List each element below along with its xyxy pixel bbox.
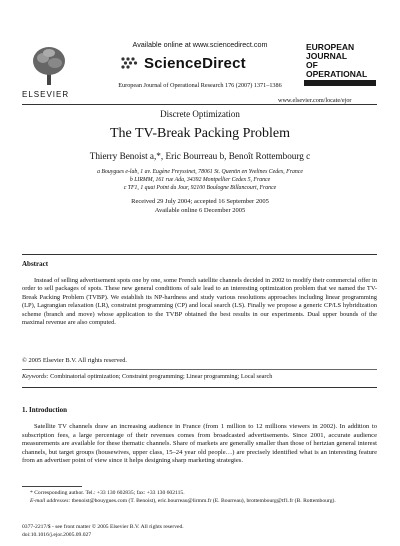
elsevier-tree-logo xyxy=(30,45,68,87)
publisher-name: ELSEVIER xyxy=(22,90,70,99)
abstract-heading: Abstract xyxy=(22,260,49,268)
footnote-corresponding: * Corresponding author. Tel.: +33 130 602835; fax: +33 130 602115. xyxy=(30,490,185,496)
email-label: E-mail addresses: xyxy=(30,498,71,504)
section-heading: 1. Introduction xyxy=(22,406,67,414)
journal-url[interactable]: www.elsevier.com/locate/ejor xyxy=(278,97,352,104)
email-list[interactable]: tbenoist@bouygues.com (T. Benoist), eric.bourreau@lirmm.fr (E. Bourreau), brottembourg@tf1.fr (B. Rottembourg). xyxy=(71,498,336,504)
sciencedirect-logo xyxy=(120,55,246,71)
journal-citation: European Journal of Operational Research 176 (2007) 1371–1386 xyxy=(118,82,282,89)
article-topic: Discrete Optimization xyxy=(160,109,240,119)
article-title: The TV-Break Packing Problem xyxy=(109,126,291,141)
keywords-label: Keywords: xyxy=(22,373,49,380)
intro-paragraph: Satellite TV channels draw an increasing audience in France (from 1 million to 12 millions viewers in 2002). In addition to subscription fees, a large percentage of their revenues comes from broadcasted advertisements. Since 2001, accurate audience measurements are available for these thematic channels. Share of markets are generally smaller than those of hertzian general interest channels, but target groups (housewives, upper class, 15–24 year old people…) are precisely identified what is an interesting feature from an advertiser point of view since it helps designing sharp marketing strategies. xyxy=(22,423,377,465)
footnote-rule xyxy=(22,486,82,487)
affiliation-b: b LIRMM, 161 rue Ada, 34392 Montpellier Cedex 5, France xyxy=(129,177,271,183)
issn-line: 0377-2217/$ - see front matter © 2005 Elsevier B.V. All rights reserved. xyxy=(22,524,184,530)
journal-logo-line: OF OPERATIONAL xyxy=(306,60,368,79)
keywords xyxy=(22,373,272,380)
journal-logo-line: JOURNAL xyxy=(306,51,348,61)
received-date: Received 29 July 2004; accepted 16 September 2005 xyxy=(131,198,269,205)
abstract-copyright: © 2005 Elsevier B.V. All rights reserved. xyxy=(22,357,128,364)
available-date: Available online 6 December 2005 xyxy=(154,207,246,214)
sciencedirect-brand: ScienceDirect xyxy=(144,54,246,72)
journal-logo-line: EUROPEAN xyxy=(306,42,355,52)
affiliation-c: c TF1, 1 quai Point du Jour, 92100 Boulogne Billancourt, France xyxy=(123,185,277,191)
abstract-top-rule xyxy=(22,254,377,255)
keywords-rule xyxy=(22,369,377,370)
doi-line[interactable]: doi:10.1016/j.ejor.2005.09.027 xyxy=(22,532,92,538)
journal-logo-bar xyxy=(304,80,376,86)
keywords-text: Combinatorial optimization; Constraint programming; Linear programming; Local search xyxy=(50,373,273,380)
header-rule xyxy=(22,104,377,105)
article-authors: Thierry Benoist a,*, Eric Bourreau b, Benoît Rottembourg c xyxy=(89,151,311,161)
affiliation-a: a Bouygues e-lab, 1 av. Eugène Freyssinet, 78061 St. Quentin en Yvelines Cedex, France xyxy=(97,169,303,175)
abstract-text: Instead of selling advertisement spots one by one, some French satellite channels decided in 2002 to modify their commercial offer in order to sell packages of spots. These new general conditions of sale lead to an interesting optimization problem that we named the TV-Break Packing Problem (TVBP). We establish its NP-hardness and study various resolutions approaches including linear programming (LP), Lagrangian relaxation (LR), constraint programming (CP) and local search (LS). Finally we propose a generic CP/LS hybridization scheme (branch and move) whose application to the TVBP obtained the best results in our experiments. Dual upper bounds of the maximal revenue are also computed. xyxy=(22,277,377,327)
abstract-bottom-rule xyxy=(22,387,377,388)
footnote-emails xyxy=(22,498,377,505)
sciencedirect-dots-icon xyxy=(120,56,140,70)
available-online-text: Available online at www.sciencedirect.com xyxy=(132,40,268,49)
